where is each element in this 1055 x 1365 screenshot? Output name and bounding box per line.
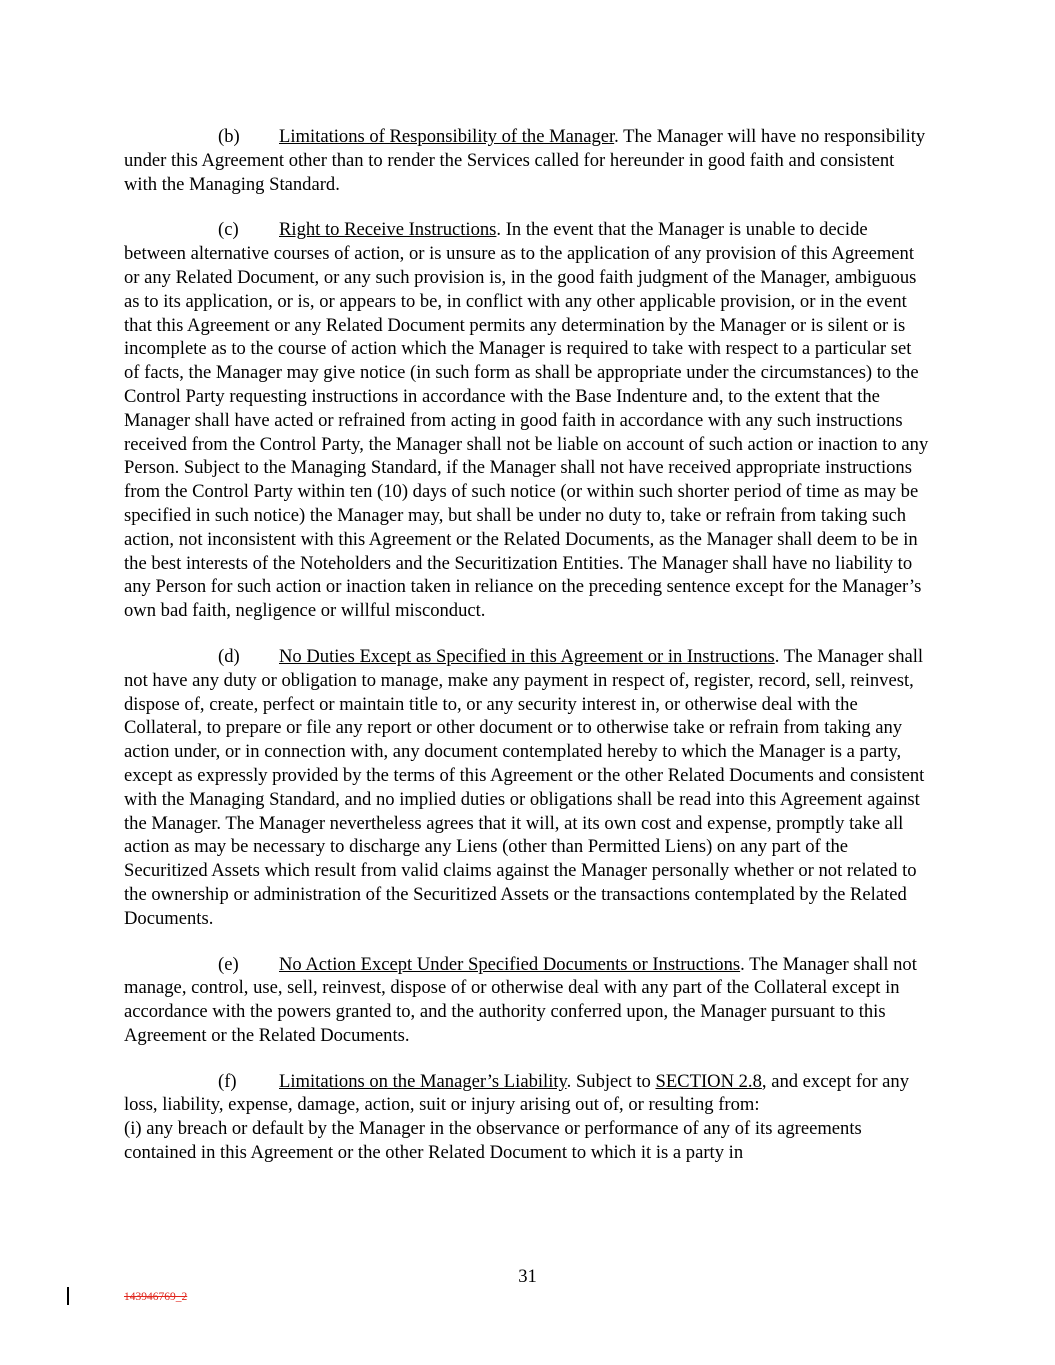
section-b — [124, 125, 930, 196]
section-marker: (e) — [218, 953, 239, 975]
section-body: . The Manager shall not manage, control, use, sell, reinvest, dispose of or otherwise deal with any part of the Collateral except in accordance with the powers granted to, and the authority conferred upon, the Manager pursuant to this Agreement or the Related Documents. — [124, 953, 917, 1046]
document-id: 143946769_2 — [124, 1291, 188, 1303]
section-d — [124, 645, 930, 931]
section-reference: SECTION 2.8 — [655, 1070, 762, 1092]
section-marker: (c) — [218, 219, 239, 241]
section-heading: Limitations of Responsibility of the Manager — [279, 126, 615, 147]
section-body: . In the event that the Manager is unable to decide between alternative courses of action, or is unsure as to the application of any provision of this Agreement or any Related Document, or any such provision is, in the good faith judgment of the Manager, ambiguous as to its application, or is, or appears to be, in conflict with any other applicable provision, or in the event that this Agreement or any Related Document permits any determination by the Manager or is silent or is incomplete as to the course of action which the Manager is required to take with respect to a particular set of facts, the Manager may give notice (in such form as shall be appropriate under the circumstances) to the Control Party requesting instructions in accordance with the Base Indenture and, to the extent that the Manager shall have acted or refrained from acting in good faith in accordance with any such instructions received from the Control Party, the Manager shall not be liable on account of such action or inaction to any Person. Subject to the Managing Standard, if the Manager shall not have received appropriate instructions from the Control Party within ten (10) days of such notice (or within such shorter period of time as may be specified in such notice) the Manager may, but shall be under no duty to, take or refrain from taking such action, not inconsistent with this Agreement or the Related Documents, as the Manager shall deem to be in the best interests of the Noteholders and the Securitization Entities. The Manager shall have no liability to any Person for such action or inaction taken in reliance on the preceding sentence except for the Manager’s own bad faith, negligence or willful misconduct. — [124, 219, 929, 622]
section-body: . The Manager will have no responsibility under this Agreement other than to render the Services called for hereunder in good faith and consistent with the Managing Standard. — [124, 126, 926, 195]
section-body: , and except for any loss, liability, expense, damage, action, suit or injury arising out of, or resulting from: — [124, 1070, 910, 1116]
section-heading: No Duties Except as Specified in this Agreement or in Instructions — [279, 645, 775, 667]
section-body: . Subject to — [566, 1070, 656, 1092]
section-marker: (d) — [218, 645, 240, 667]
section-f — [124, 1070, 930, 1165]
section-heading: No Action Except Under Specified Documents or Instructions — [279, 953, 741, 975]
section-marker: (f) — [218, 1070, 237, 1092]
section-e — [124, 953, 930, 1048]
section-c — [124, 218, 930, 623]
page-number: 31 — [518, 1266, 537, 1287]
section-body: . The Manager shall not have any duty or obligation to manage, make any payment in respect of, register, record, sell, reinvest, dispose of, create, perfect or maintain title to, or any security interest in, or otherwise deal with the Collateral, to prepare or file any report or other document or to otherwise take or refrain from taking any action under, or in connection with, any document contemplated hereby to which the Manager is a party, except as expressly provided by the terms of this Agreement or the other Related Documents and consistent with the Managing Standard, and no implied duties or obligations shall be read into this Agreement against the Manager. The Manager nevertheless agrees that it will, at its own cost and expense, promptly take all action as may be necessary to discharge any Liens (other than Permitted Liens) on any part of the Securitized Assets which result from valid claims against the Manager personally whether or not related to the ownership or administration of the Securitized Assets or the transactions contemplated by the Related Documents. — [124, 645, 925, 929]
section-heading: Right to Receive Instructions — [279, 219, 497, 241]
section-heading: Limitations on the Manager’s Liability — [279, 1070, 567, 1092]
section-marker: (b) — [218, 126, 240, 147]
clause-i: (i) any breach or default by the Manager in the observance or performance of any of its agreements contained in this Agreement or the other Related Document to which it is a party in — [124, 1118, 862, 1164]
change-bar — [67, 1287, 69, 1305]
document-body — [124, 125, 930, 1187]
